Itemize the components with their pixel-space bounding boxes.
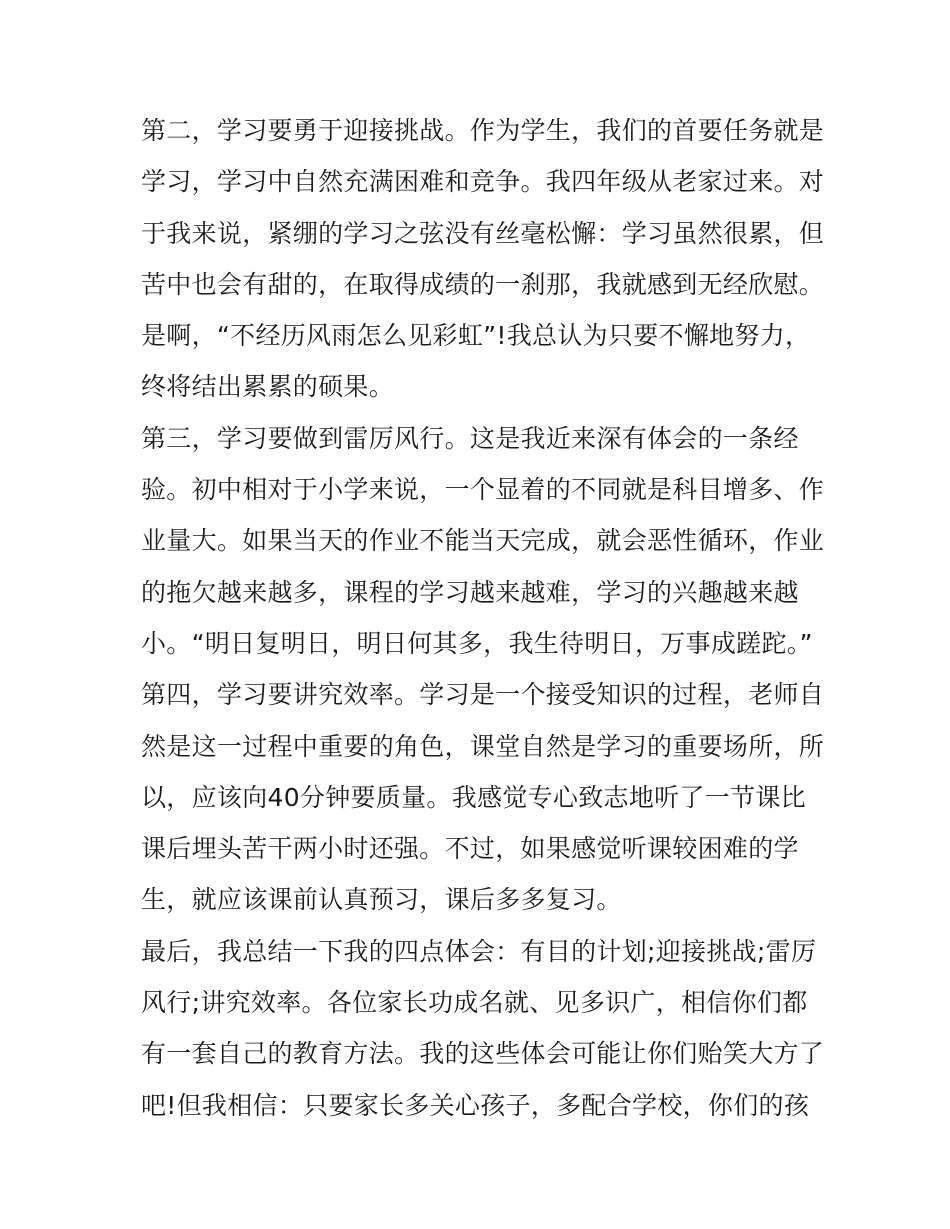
text-line-15: 课后埋头苦干两小时还强。不过，如果感觉听课较困难的学 bbox=[141, 834, 799, 864]
text-line-13: 然是这一过程中重要的角色，课堂自然是学习的重要场所，所 bbox=[141, 731, 825, 761]
text-line-8: 验。初中相对于小学来说，一个显着的不同就是科目增多、作 bbox=[141, 475, 825, 505]
text-line-10: 的拖欠越来越多，课程的学习越来越难，学习的兴趣越来越 bbox=[141, 577, 799, 607]
text-line-14: 以，应该向40分钟要质量。我感觉专心致志地听了一节课比 bbox=[141, 782, 806, 812]
text-line-3: 于我来说，紧绷的学习之弦没有丝毫松懈：学习虽然很累，但 bbox=[141, 218, 825, 248]
text-line-6: 终将结出累累的硕果。 bbox=[141, 372, 395, 402]
text-line-7: 第三，学习要做到雷厉风行。这是我近来深有体会的一条经 bbox=[141, 423, 799, 453]
text-line-12: 第四，学习要讲究效率。学习是一个接受知识的过程，老师自 bbox=[141, 680, 825, 710]
text-line-4: 苦中也会有甜的，在取得成绩的一刹那，我就感到无经欣慰。 bbox=[141, 269, 825, 299]
body-text bbox=[141, 105, 825, 1131]
text-line-19: 有一套自己的教育方法。我的这些体会可能让你们贻笑大方了 bbox=[141, 1039, 825, 1069]
text-line-18: 风行;讲究效率。各位家长功成名就、见多识广，相信你们都 bbox=[141, 988, 808, 1018]
text-line-17: 最后，我总结一下我的四点体会：有目的计划;迎接挑战;雷厉 bbox=[141, 936, 817, 966]
text-line-11: 小。“明日复明日，明日何其多，我生待明日，万事成蹉跎。” bbox=[141, 628, 813, 658]
text-line-9: 业量大。如果当天的作业不能当天完成，就会恶性循环，作业 bbox=[141, 526, 825, 556]
text-line-5: 是啊，“不经历风雨怎么见彩虹”!我总认为只要不懈地努力， bbox=[141, 321, 811, 351]
text-line-2: 学习，学习中自然充满困难和竞争。我四年级从老家过来。对 bbox=[141, 167, 825, 197]
text-line-16: 生，就应该课前认真预习，课后多多复习。 bbox=[141, 885, 622, 915]
text-line-1: 第二，学习要勇于迎接挑战。作为学生，我们的首要任务就是 bbox=[141, 116, 825, 145]
text-line-20: 吧!但我相信：只要家长多关心孩子，多配合学校，你们的孩 bbox=[141, 1090, 810, 1120]
